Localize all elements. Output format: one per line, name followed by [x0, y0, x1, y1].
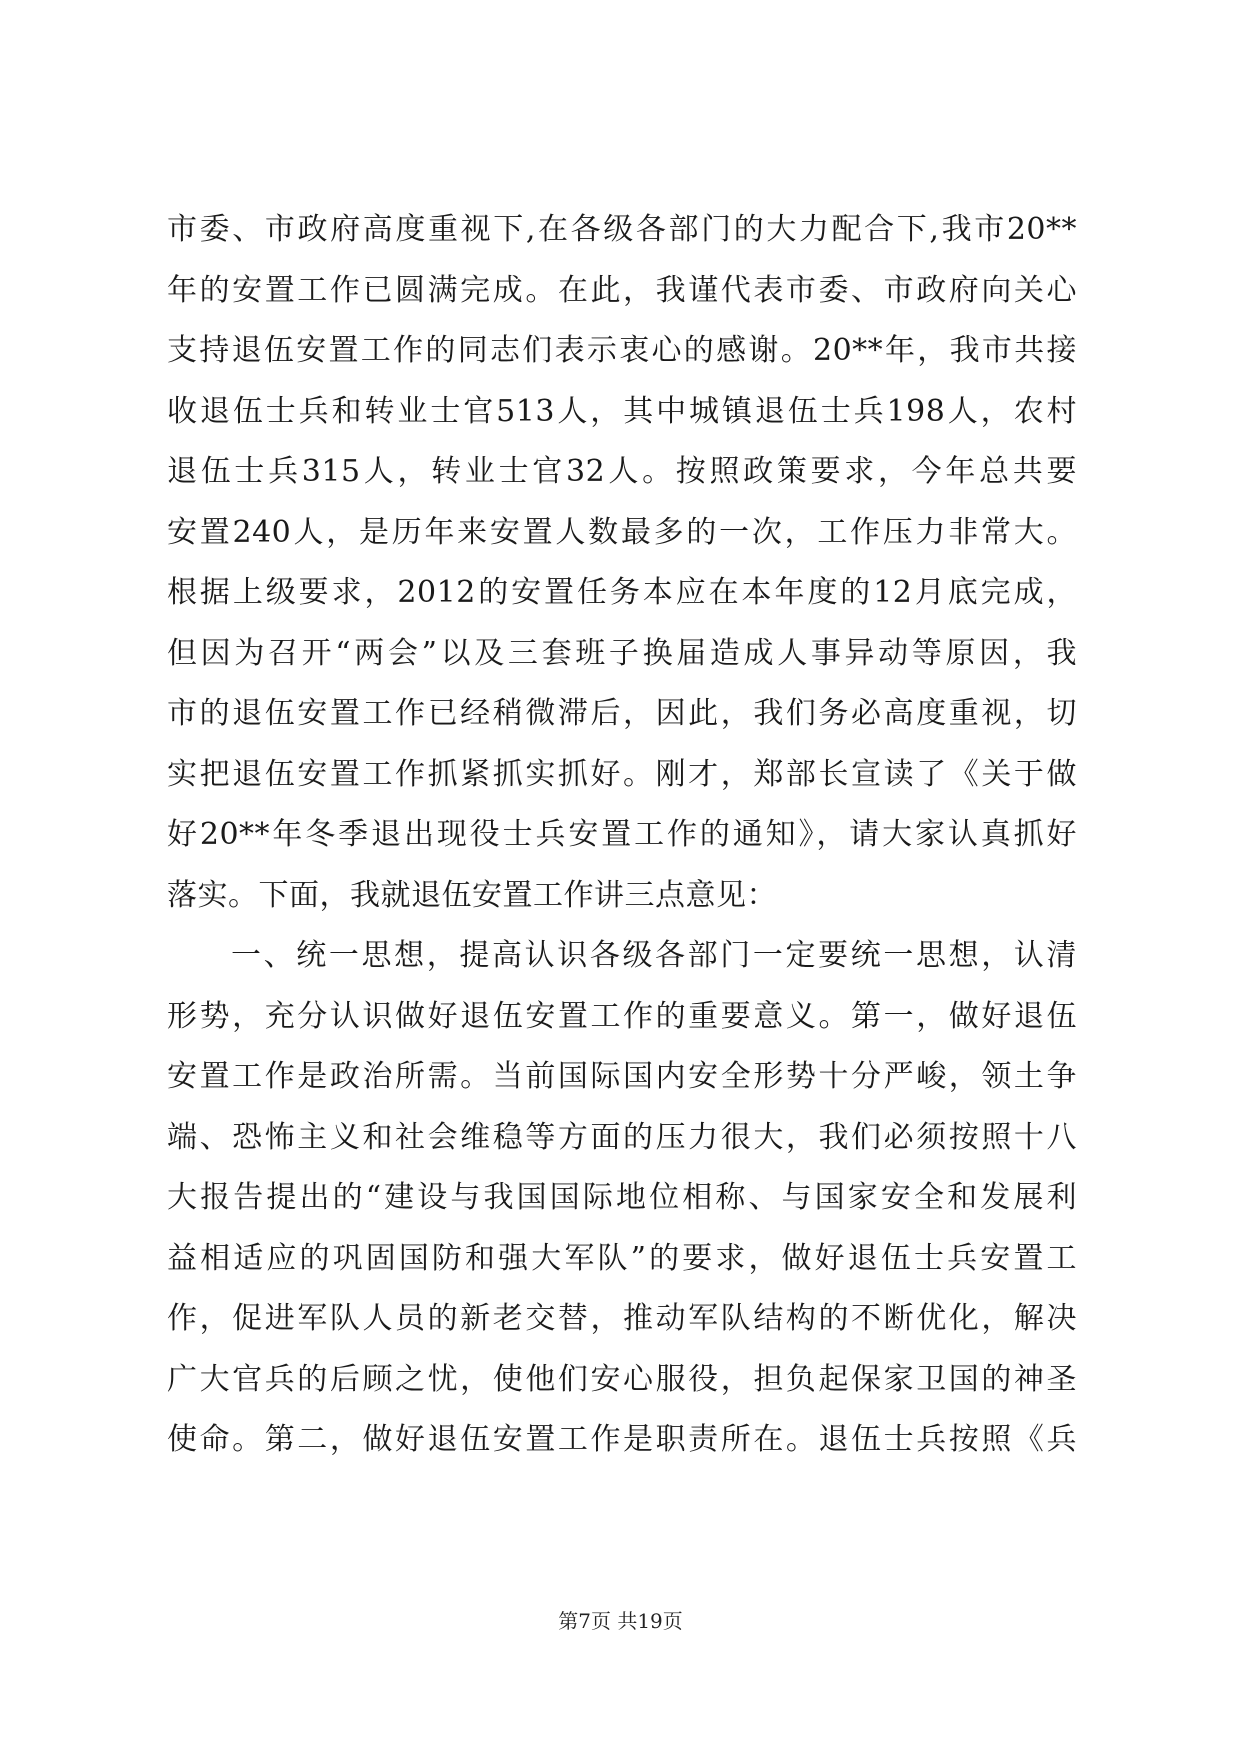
- text-line: 广大官兵的后顾之忧，使他们安心服役，担负起保家卫国的神圣: [167, 1361, 1077, 1397]
- text-line: 益相适应的巩固国防和强大军队”的要求，做好退伍士兵安置工: [167, 1240, 1077, 1276]
- text-line: 年的安置工作已圆满完成。在此，我谨代表市委、市政府向关心: [167, 272, 1077, 308]
- section-heading-line: 一、统一思想，提高认识各级各部门一定要统一思想，认清: [231, 938, 1077, 973]
- text-line: 落实。下面，我就退伍安置工作讲三点意见：: [167, 877, 777, 913]
- text-line: 实把退伍安置工作抓紧抓实抓好。刚才，郑部长宣读了《关于做: [167, 756, 1077, 792]
- text-line: 收退伍士兵和转业士官513人，其中城镇退伍士兵198人，农村: [167, 393, 1077, 429]
- text-line: 安置240人，是历年来安置人数最多的一次，工作压力非常大。: [167, 514, 1077, 550]
- text-line: 市的退伍安置工作已经稍微滞后，因此，我们务必高度重视，切: [167, 696, 1077, 731]
- text-line: 退伍士兵315人，转业士官32人。按照政策要求，今年总共要: [167, 454, 1077, 489]
- text-line: 支持退伍安置工作的同志们表示衷心的感谢。20**年，我市共接: [167, 333, 1077, 368]
- text-line: 端、恐怖主义和社会维稳等方面的压力很大，我们必须按照十八: [167, 1119, 1077, 1155]
- page-number-footer: 第7页 共19页: [558, 1609, 683, 1633]
- text-line: 根据上级要求，2012的安置任务本应在本年度的12月底完成，: [167, 575, 1077, 610]
- text-line: 大报告提出的“建设与我国国际地位相称、与国家安全和发展利: [167, 1180, 1077, 1215]
- text-line: 安置工作是政治所需。当前国际国内安全形势十分严峻，领土争: [167, 1059, 1077, 1094]
- text-line: 但因为召开“两会”以及三套班子换届造成人事异动等原因，我: [167, 635, 1077, 671]
- text-line: 形势，充分认识做好退伍安置工作的重要意义。第一，做好退伍: [167, 998, 1077, 1034]
- text-line: 好20**年冬季退出现役士兵安置工作的通知》，请大家认真抓好: [167, 817, 1077, 852]
- text-line: 市委、市政府高度重视下,在各级各部门的大力配合下,我市20**: [167, 212, 1077, 247]
- body-text: [167, 200, 1077, 1471]
- text-line: 使命。第二，做好退伍安置工作是职责所在。退伍士兵按照《兵: [167, 1422, 1077, 1457]
- text-line: 作，促进军队人员的新老交替，推动军队结构的不断优化，解决: [167, 1301, 1077, 1336]
